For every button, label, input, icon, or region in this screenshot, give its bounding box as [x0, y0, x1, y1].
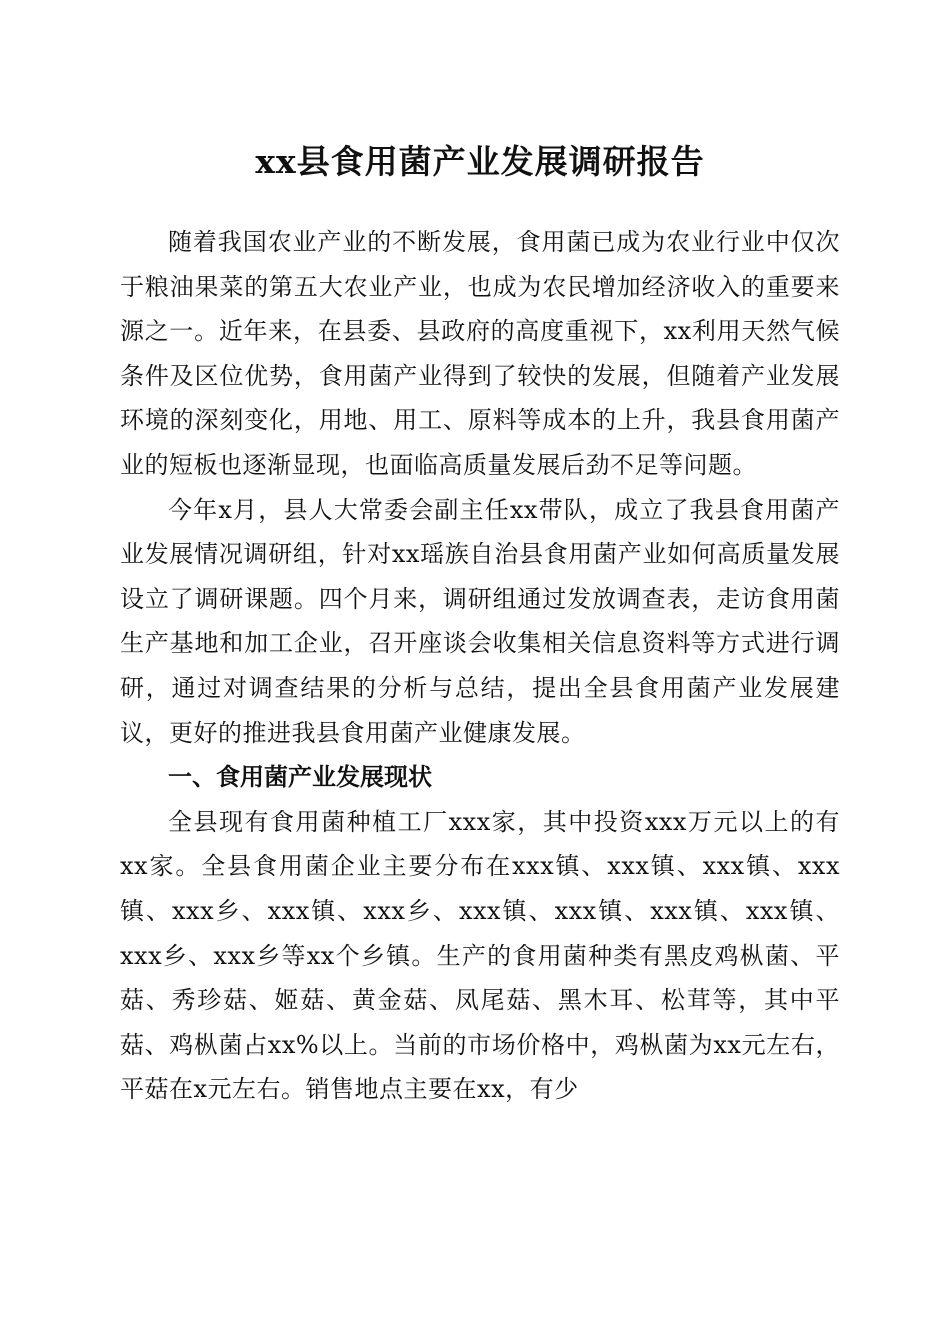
section-heading: 一、食用菌产业发展现状: [168, 763, 432, 792]
document-page: [120, 140, 840, 1112]
research-paragraph: 今年x月，县人大常委会副主任xx带队，成立了我县食用菌产业发展情况调研组，针对xx瑶族自治县食用菌产业如何高质量发展设立了调研课题。四个月来，调研组通过发放调查表，走访食用菌生产基地和加工企业，召开座谈会收集相关信息资料等方式进行调研，通过对调查结果的分析与总结，提出全县食用菌产业发展建议，更好的推进我县食用菌产业健康发展。: [120, 495, 840, 747]
intro-paragraph: 随着我国农业产业的不断发展，食用菌已成为农业行业中仅次于粮油果菜的第五大农业产业，也成为农民增加经济收入的重要来源之一。近年来，在县委、县政府的高度重视下，xx利用天然气候条件及区位优势，食用菌产业得到了较快的发展，但随着产业发展环境的深刻变化，用地、用工、原料等成本的上升，我县食用菌产业的短板也逐渐显现，也面临高质量发展后劲不足等问题。: [120, 228, 840, 479]
status-paragraph: 全县现有食用菌种植工厂xxx家，其中投资xxx万元以上的有xx家。全县食用菌企业主要分布在xxx镇、xxx镇、xxx镇、xxx镇、xxx乡、xxx镇、xxx乡、xxx镇、xxx镇、xxx镇、xxx镇、xxx乡、xxx乡等xx个乡镇。生产的食用菌种类有黑皮鸡枞菌、平菇、秀珍菇、姬菇、黄金菇、凤尾菇、黑木耳、松茸等，其中平菇、鸡枞菌占xx%以上。当前的市场价格中，鸡枞菌为xx元左右，平菇在x元左右。销售地点主要在xx，有少: [120, 807, 840, 1104]
document-title: xx县食用菌产业发展调研报告: [255, 142, 705, 181]
